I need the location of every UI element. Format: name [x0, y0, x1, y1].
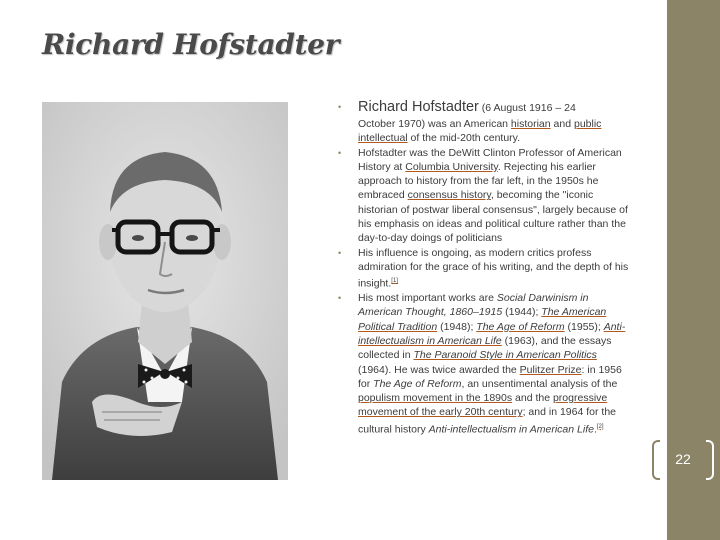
bullet-text: . [593, 423, 597, 436]
portrait-photo [42, 102, 288, 480]
link-pulitzer-prize[interactable]: Pulitzer Prize [519, 363, 582, 376]
bullet-text: (1964). He was twice awarded the [358, 363, 520, 376]
bullet-marker: • [338, 147, 342, 158]
bullet-marker: • [338, 102, 342, 112]
page-number: 22 [675, 451, 691, 467]
bullet-text: (1955); [564, 320, 604, 333]
reference-link-2[interactable]: [2] [596, 423, 604, 430]
dates-text: (6 August 1916 – 24 [478, 102, 576, 114]
bullet-marker: • [338, 247, 342, 258]
bullet-text: of the mid-20th century. [407, 132, 521, 145]
bullet-text: ; and in 1964 for the cultural history [358, 406, 616, 436]
link-anti-intellectualism[interactable]: Anti-intellectualism in American Life [358, 320, 626, 347]
bullet-text: His influence is ongoing, as modern critics profess admiration for the grace of his writing, and the depth of his insight. [358, 246, 629, 290]
bullet-text: and [550, 118, 574, 130]
bullet-item-intro [336, 98, 632, 146]
bullet-item-influence [336, 246, 632, 291]
bullet-text: . Rejecting his earlier approach to history from the far left, in the 1950s he embraced [358, 160, 599, 202]
bullet-text: (1963), and the essays collected in [358, 334, 612, 362]
link-historian[interactable]: historian [510, 118, 551, 130]
bullet-text: : in 1956 for [358, 363, 622, 390]
bullet-item-works [336, 291, 632, 436]
bullet-text: (1944); [502, 306, 542, 319]
bullet-marker: • [338, 293, 342, 304]
bullet-item-columbia [336, 146, 632, 246]
bullet-text: , an unsentimental analysis of the [461, 377, 618, 390]
bullet-list [336, 98, 632, 437]
name-bold: Richard Hofstadter [358, 99, 479, 115]
slide-title: Richard Hofstadter [42, 28, 340, 61]
title-age-of-reform: The Age of Reform [373, 377, 462, 390]
link-american-political-tradition[interactable]: The American Political Tradition [358, 306, 607, 333]
link-progressive-movement[interactable]: progressive movement of the early 20th century [358, 392, 608, 419]
link-age-of-reform[interactable]: The Age of Reform [476, 320, 565, 333]
bullet-text: and the [512, 392, 553, 405]
link-populism-movement[interactable]: populism movement in the 1890s [358, 392, 513, 405]
bullet-text: (1948); [437, 320, 477, 333]
link-consensus-history[interactable]: consensus history [407, 189, 491, 202]
link-public-intellectual[interactable]: public intellectual [358, 118, 602, 145]
link-columbia-university[interactable]: Columbia University [405, 160, 498, 173]
page-number-badge [650, 440, 716, 480]
bullet-text: Hofstadter was the DeWitt Clinton Professor of American History at [358, 146, 622, 173]
bullet-text: His most important works are [358, 292, 497, 305]
reference-link-1[interactable]: [1] [391, 278, 398, 285]
title-social-darwinism: Social Darwinism in American Thought, 1860–1915 [358, 292, 589, 319]
bullet-text: , becoming the "iconic historian of postwar liberal consensus", largely because of his emphasis on ideas and political culture rather than the day-to-day doings of politicians [358, 189, 628, 245]
title-anti-intellectualism: Anti-intellectualism in American Life [428, 423, 594, 436]
bullet-text: October 1970) was an American [358, 118, 511, 130]
link-paranoid-style[interactable]: The Paranoid Style in American Politics [413, 349, 597, 362]
